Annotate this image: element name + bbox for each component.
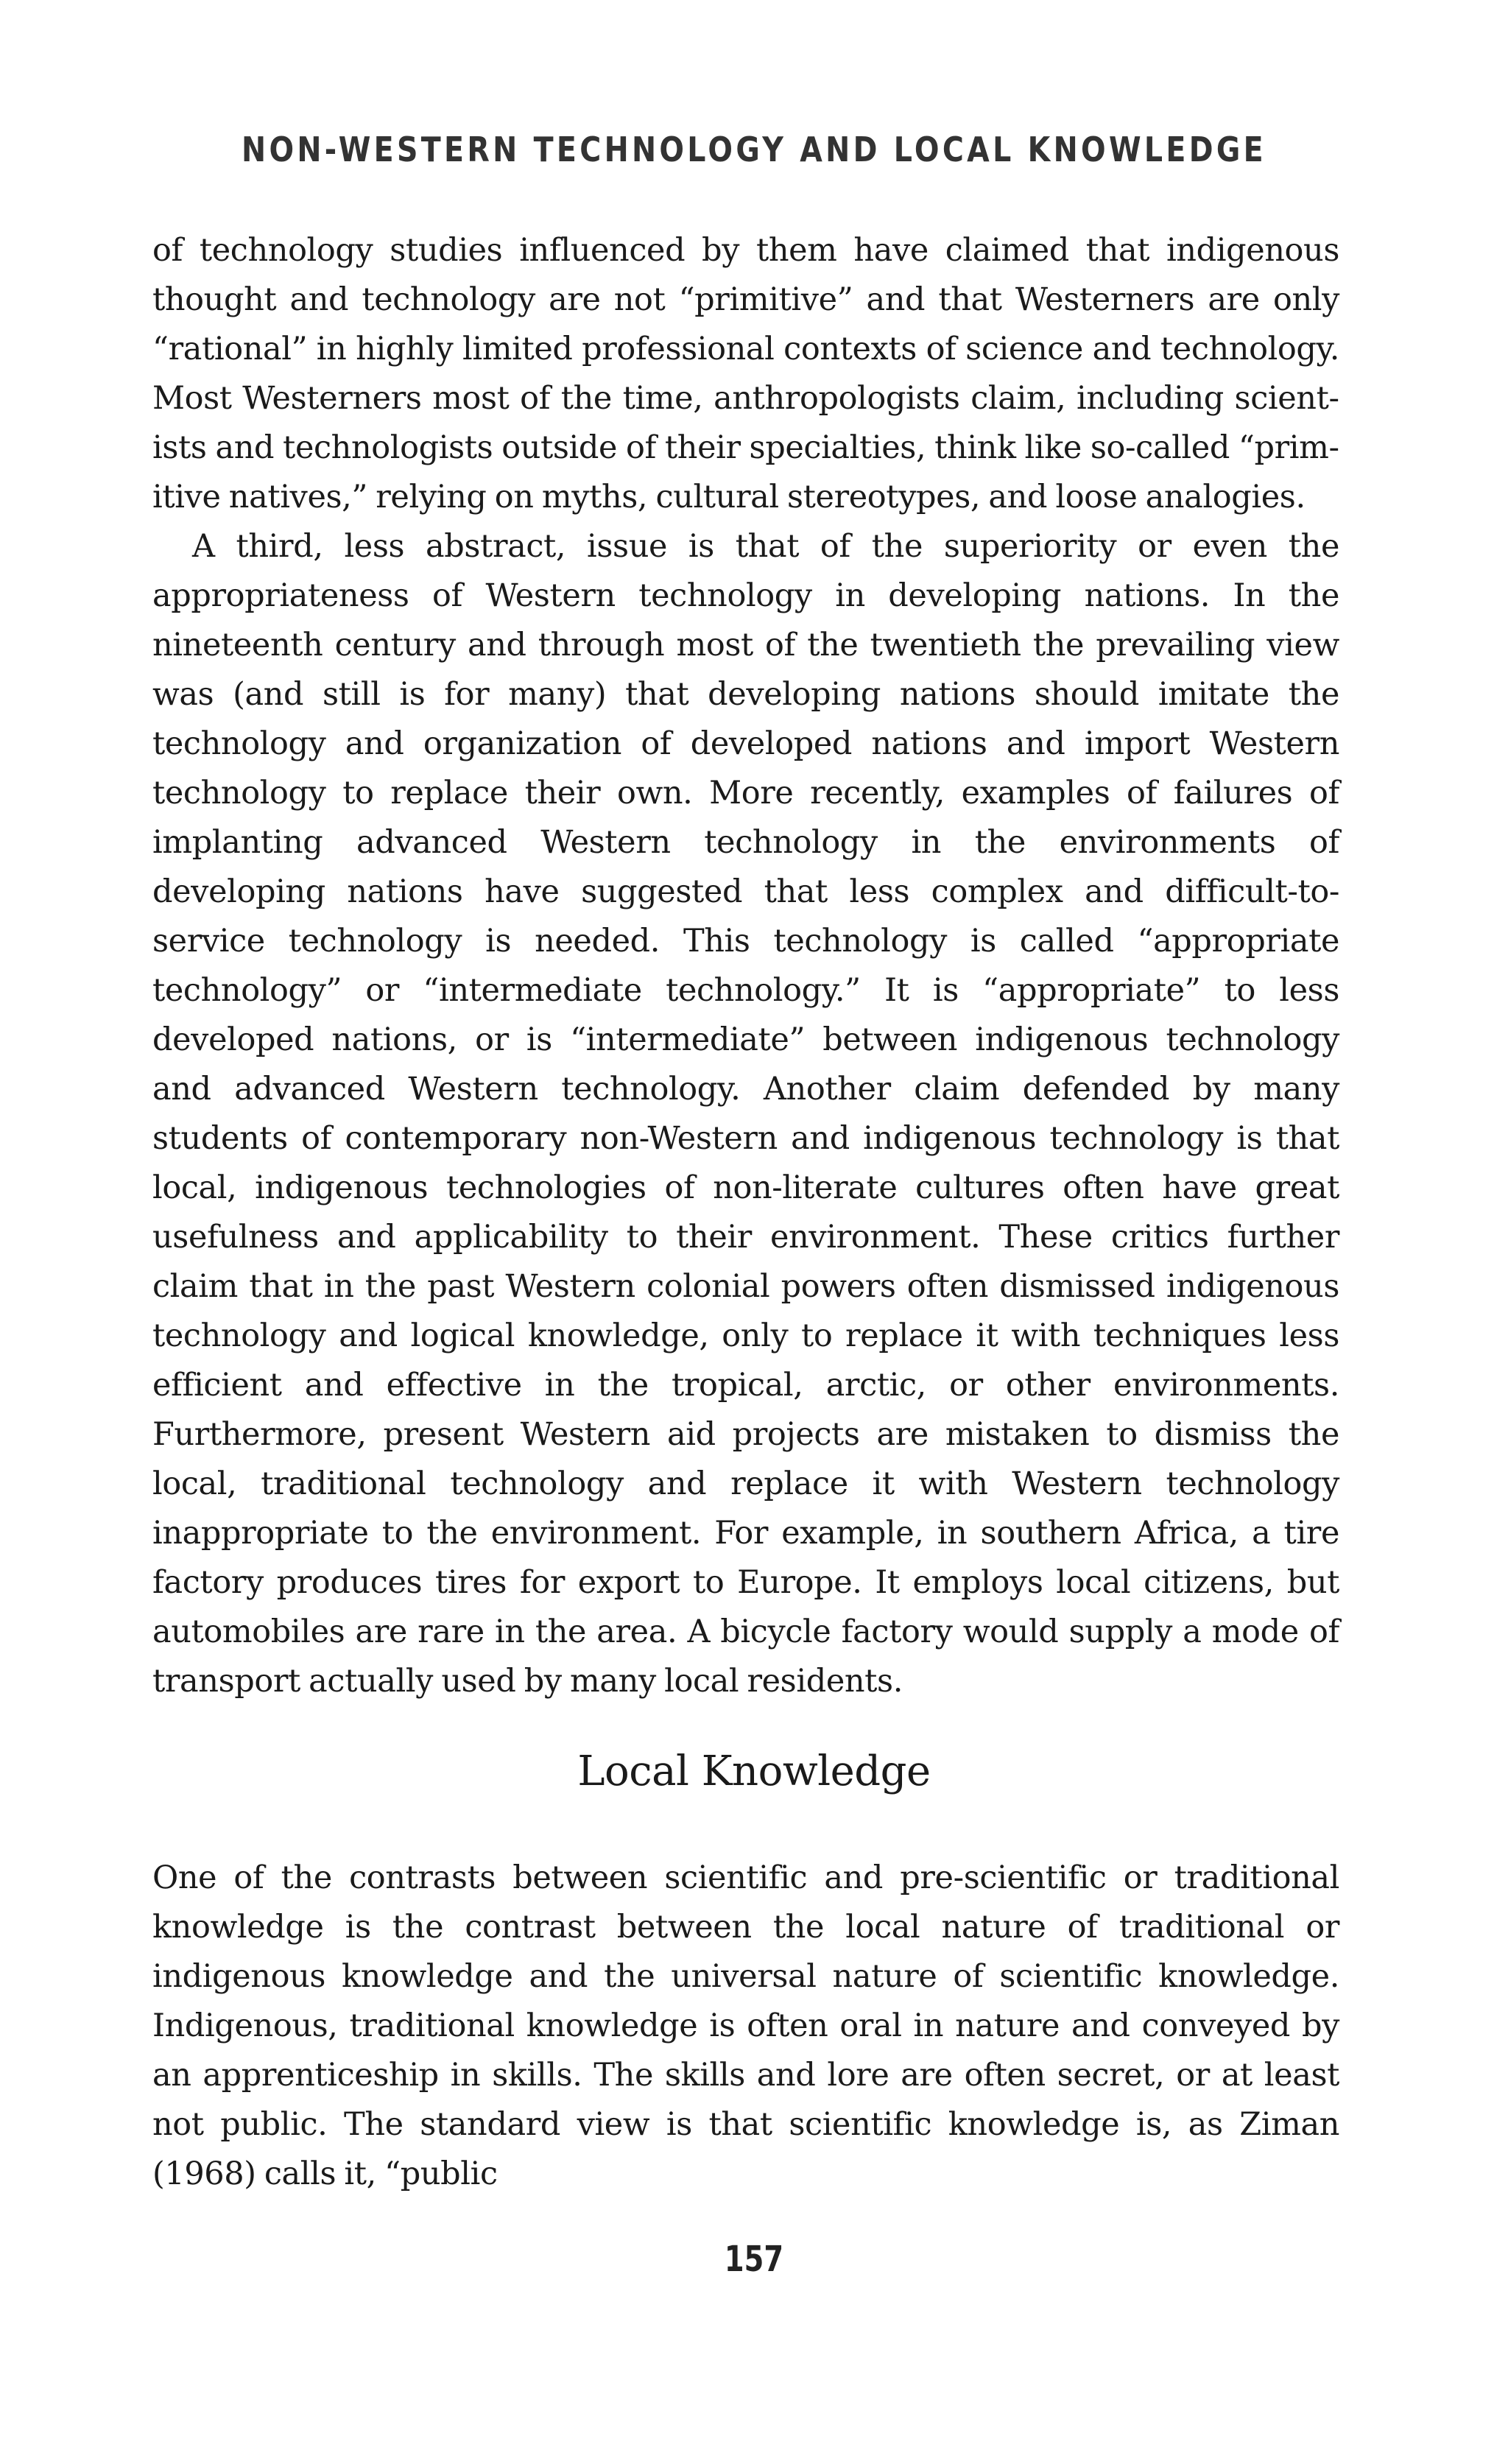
section-heading: Local Knowledge	[577, 1747, 931, 1795]
body-text	[152, 226, 1339, 1706]
running-head: NON-WESTERN TECHNOLOGY AND LOCAL KNOWLEDGE	[242, 130, 1266, 169]
page-number: 157	[724, 2239, 784, 2280]
section-body-text	[152, 1854, 1339, 2199]
paragraph-continued: of technology studies influenced by them have claimed that indigenous thought and technology are not “primitive” and that Westerners are only “rational” in highly limited professional contexts of science and technology. Most Westerners most of the time, anthropologists claim, including scientists and technologists outside of their specialties, think like so-called “primitive natives,” relying on myths, cultural stereotypes, and loose analogies.	[152, 232, 1339, 515]
paragraph-third-issue: A third, less abstract, issue is that of the superiority or even the appropriateness of Western technology in developing nations. In the nineteenth century and through most of the twentieth the prevailing view was (and still is for many) that developing nations should imitate the technology and organization of developed nations and import Western technology to replace their own. More recently, examples of failures of implanting advanced Western technology in the environments of developing nations have suggested that less complex and difficult-to-service technology is needed. This technology is called “appropriate technology” or “intermediate technology.” It is “appropriate” to less developed nations, or is “intermediate” between indigenous technology and advanced Western technology. Another claim defended by many students of contemporary non-Western and indigenous technology is that local, indigenous technologies of non-literate cultures often have great usefulness and applicability to their environment. These critics further claim that in the past Western colonial powers often dismissed indigenous technology and logical knowledge, only to replace it with techniques less efficient and effective in the tropical, arctic, or other environments. Furthermore, present Western aid projects are mistaken to dismiss the local, traditional technology and replace it with Western technology inappropriate to the environment. For example, in southern Africa, a tire factory produces tires for export to Europe. It employs local citizens, but automobiles are rare in the area. A bicycle factory would supply a mode of transport actually used by many local residents.	[152, 528, 1339, 1700]
paragraph-local-knowledge: One of the contrasts between scientific and pre-scientific or traditional knowledge is the contrast between the local nature of traditional or indigenous knowledge and the universal nature of scientific knowledge. Indigenous, traditional knowledge is often oral in nature and conveyed by an apprenticeship in skills. The skills and lore are often secret, or at least not public. The standard view is that scientific knowledge is, as Ziman (1968) calls it, “public	[152, 1859, 1339, 2192]
